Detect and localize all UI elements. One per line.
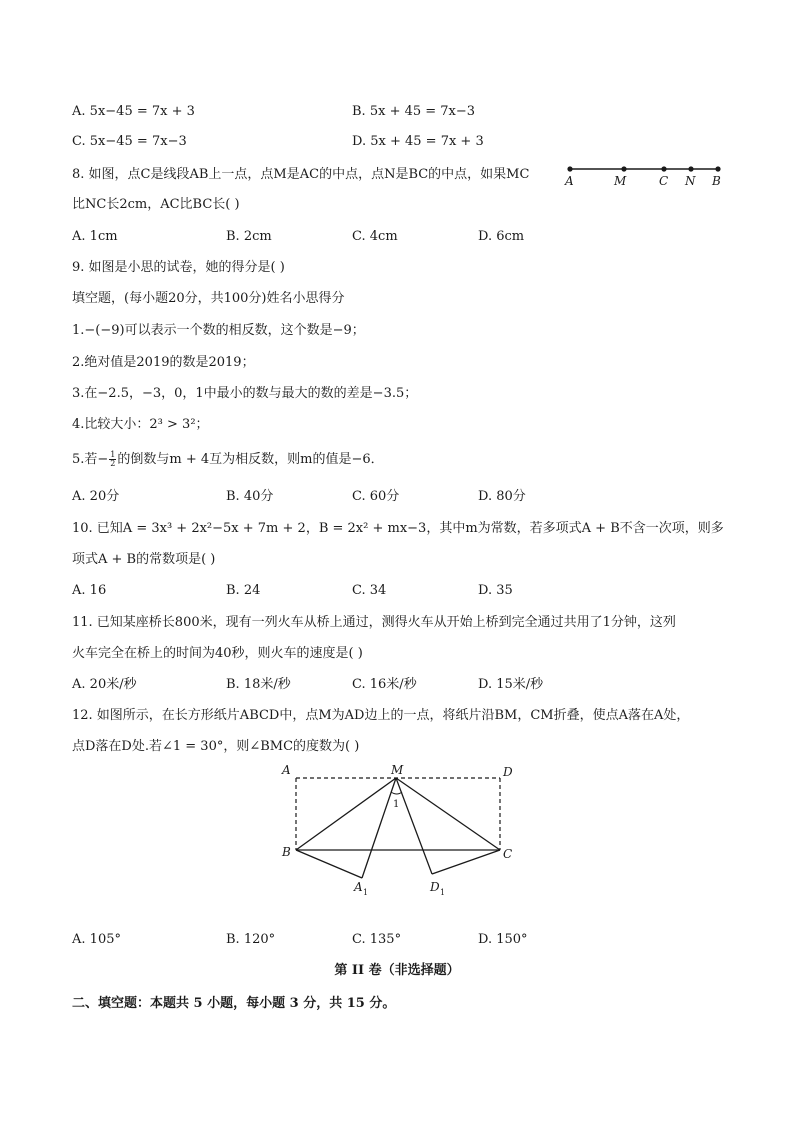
q7-option-a-expr: 5x−45 = 7x + 3 <box>89 104 195 119</box>
q8-stem-line2: 比NC长2cm，AC比BC长( ) <box>72 197 240 212</box>
q12-folding-figure <box>270 760 530 910</box>
q11-stem-line1: 11. 已知某座桥长800米，现有一列火车从桥上通过，测得火车从开始上桥到完全通过共用了1分钟，这列 <box>72 615 676 630</box>
q8-label-a: A <box>565 174 574 188</box>
section-2-title: 第 II 卷（非选择题） <box>334 963 460 978</box>
q12-label-d: D <box>503 765 513 779</box>
q12-label-d1-sub: 1 <box>440 888 446 897</box>
q10-stem-line1: 10. 已知A = 3x³ + 2x²−5x + 7m + 2，B = 2x² + mx−3，其中m为常数，若多项式A + B不含一次项，则多 <box>72 521 724 536</box>
q12-angle-label: 1 <box>393 799 400 810</box>
q8-option-b: B. 2cm <box>226 229 272 244</box>
q12-option-b: B. 120° <box>226 932 276 947</box>
q12-label-a1-sub: 1 <box>363 888 369 897</box>
q12-stem-line1: 12. 如图所示，在长方形纸片ABCD中，点M为AD边上的一点，将纸片沿BM，CM折叠，使点A落在A处， <box>72 708 690 723</box>
q10-option-d: D. 35 <box>478 583 513 598</box>
q8-point-c <box>661 166 666 171</box>
q12-option-d: D. 150° <box>478 932 528 947</box>
q10-option-b: B. 24 <box>226 583 261 598</box>
q9-stem: 9. 如图是小思的试卷，她的得分是( ) <box>72 260 285 275</box>
q11-option-c: C. 16米/秒 <box>352 677 417 692</box>
q8-option-d: D. 6cm <box>478 229 525 244</box>
q12-label-b: B <box>282 845 291 859</box>
q8-label-b: B <box>712 174 721 188</box>
q8-option-c: C. 4cm <box>352 229 398 244</box>
q7-option-a: A. 5x−45 = 7x + 3 <box>72 104 195 119</box>
q8-label-m: M <box>614 174 627 188</box>
q12-label-c: C <box>503 847 513 861</box>
q11-option-d: D. 15米/秒 <box>478 677 544 692</box>
q7-option-c: C. 5x−45 = 7x−3 <box>72 134 187 149</box>
q10-stem-line2: 项式A + B的常数项是( ) <box>72 552 216 567</box>
q10-option-a: A. 16 <box>72 583 107 598</box>
section-2-heading: 二、填空题：本题共 5 小题，每小题 3 分，共 15 分。 <box>72 996 396 1011</box>
q8-stem-line1: 8. 如图，点C是线段AB上一点，点M是AC的中点，点N是BC的中点，如果MC <box>72 167 530 182</box>
q11-option-b: B. 18米/秒 <box>226 677 291 692</box>
q8-label-n: N <box>685 174 696 188</box>
q9-fraction-half: $\frac{1}{2}$ <box>110 450 116 468</box>
q11-stem-line2: 火车完全在桥上的时间为40秒，则火车的速度是( ) <box>72 646 363 661</box>
q11-option-a: A. 20米/秒 <box>72 677 137 692</box>
q9-exam-item-2: 2.绝对值是2019的数是2019； <box>72 355 255 370</box>
q8-point-n <box>688 166 693 171</box>
q9-option-b: B. 40分 <box>226 489 274 504</box>
q12-label-d1: D <box>430 880 440 894</box>
q12-option-a: A. 105° <box>72 932 121 947</box>
q12-stem-line2: 点D落在D处.若∠1 = 30°，则∠BMC的度数为( ) <box>72 739 360 754</box>
q9-exam-item-1: 1.−(−9)可以表示一个数的相反数，这个数是−9； <box>72 323 365 338</box>
q7-option-b: B. 5x + 45 = 7x−3 <box>352 104 476 119</box>
q8-point-b <box>715 166 720 171</box>
q9-exam-item-5: 5.若− $\frac{1}{2}$ 的倒数与m + 4互为相反数，则m的值是−6． <box>72 450 384 468</box>
q12-label-a: A <box>282 763 291 777</box>
q9-exam-item-3: 3.在−2.5，−3，0，1中最小的数与最大的数的差是−3.5； <box>72 386 418 401</box>
q9-option-a: A. 20分 <box>72 489 120 504</box>
q12-option-c: C. 135° <box>352 932 402 947</box>
q9-option-d: D. 80分 <box>478 489 526 504</box>
q8-point-m <box>621 166 626 171</box>
q7-option-c-expr: 5x−45 = 7x−3 <box>89 134 187 149</box>
q8-segment-figure <box>560 160 732 192</box>
q7-option-d-expr: 5x + 45 = 7x + 3 <box>370 134 484 149</box>
q7-option-d: D. 5x + 45 = 7x + 3 <box>352 134 484 149</box>
q9-exam-item-4: 4.比较大小：2³ > 3²； <box>72 417 209 432</box>
q8-label-c: C <box>659 174 669 188</box>
q12-label-a1: A <box>354 880 363 894</box>
q9-option-c: C. 60分 <box>352 489 400 504</box>
q10-option-c: C. 34 <box>352 583 387 598</box>
q7-option-b-expr: 5x + 45 = 7x−3 <box>369 104 476 119</box>
q9-exam-header: 填空题，(每小题20分，共100分)姓名小思得分 <box>72 291 345 306</box>
q8-point-a <box>567 166 572 171</box>
q8-option-a: A. 1cm <box>72 229 118 244</box>
q12-label-m: M <box>391 763 404 777</box>
